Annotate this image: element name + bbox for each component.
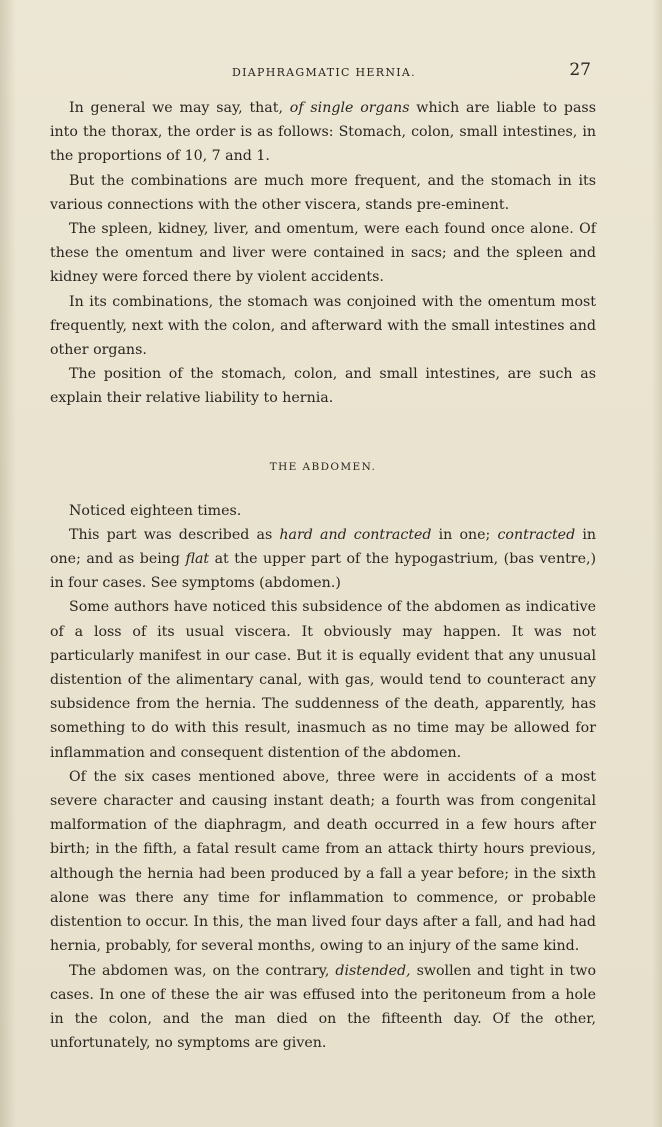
italic-phrase: hard and contracted [279, 526, 432, 543]
text-run: which are liable to pass into the thorax, the order is as follows: Stomach, colon, small intestines, in the proportions of 10, 7 and 1. [50, 100, 596, 165]
page-number: 27 [569, 60, 591, 80]
body-text [50, 96, 596, 1055]
text-run: In general we may say, that, [69, 100, 290, 116]
running-head-title: DIAPHRAGMATIC HERNIA. [232, 66, 416, 79]
paragraph: Noticed eighteen times. [69, 502, 242, 519]
text-run: This part was described as [69, 526, 280, 543]
paragraph [50, 523, 596, 596]
paragraph: In its combinations, the stomach was conjoined with the omentum most frequently, next with the colon, and afterward with the small intestines and other organs. [50, 293, 596, 359]
text-run: in one; and as being [50, 526, 596, 568]
paragraph: Some authors have noticed this subsidence of the abdomen as indicative of a loss of its usual viscera. It obviously may happen. It was not particularly manifest in our case. But it is equally evident that any unusual distention of the alimentary canal, with gas, would tend to counteract any subsidence from the hernia. The suddenness of the death, apparently, has something to do with this result, inasmuch as no time may be allowed for inflammation and consequent distention of the abdomen. [50, 599, 596, 761]
paragraph: But the combinations are much more frequent, and the stomach in its various connections with the other viscera, stands pre-eminent. [50, 172, 596, 213]
paragraph: The spleen, kidney, liver, and omentum, were each found once alone. Of these the omentum and liver were contained in sacs; and the spleen and kidney were forced there by violent accidents. [50, 221, 596, 286]
running-head [50, 62, 595, 86]
paragraph: Of the six cases mentioned above, three were in accidents of a most severe character and causing instant death; a fourth was from congenital malformation of the diaphragm, and death occurred in a few hours after birth; in the fifth, a fatal result came from an attack thirty hours previous, although the hernia had been produced by a fall a year before; in the sixth alone was there any time for inflammation to commence, or probable distention to occur. In this, the man lived four days after a fall, and had had hernia, probably, for several months, owing to an injury of the same kind. [50, 768, 596, 955]
italic-phrase: distended, [335, 962, 411, 979]
text-run: swollen and tight in two cases. In one of these the air was effused into the peritoneum from a hole in the colon, and the man died on the fifteenth day. Of the other, unfortunately, no symptoms are given. [50, 962, 596, 1052]
italic-phrase: flat [185, 551, 210, 568]
text-run: The abdomen was, on the contrary, [69, 962, 336, 979]
section-heading: THE ABDOMEN. [269, 460, 377, 473]
italic-phrase: contracted [497, 526, 576, 543]
paragraph: The position of the stomach, colon, and small intestines, are such as explain their relative liability to hernia. [50, 366, 596, 407]
paragraph [50, 959, 596, 1056]
text-run: in one; [431, 526, 498, 543]
italic-phrase: of single organs [289, 100, 410, 116]
paragraph [50, 96, 596, 169]
text-run: at the upper part of the hypogastrium, (bas ventre,) in four cases. See symptoms (abdomen.) [50, 551, 597, 592]
